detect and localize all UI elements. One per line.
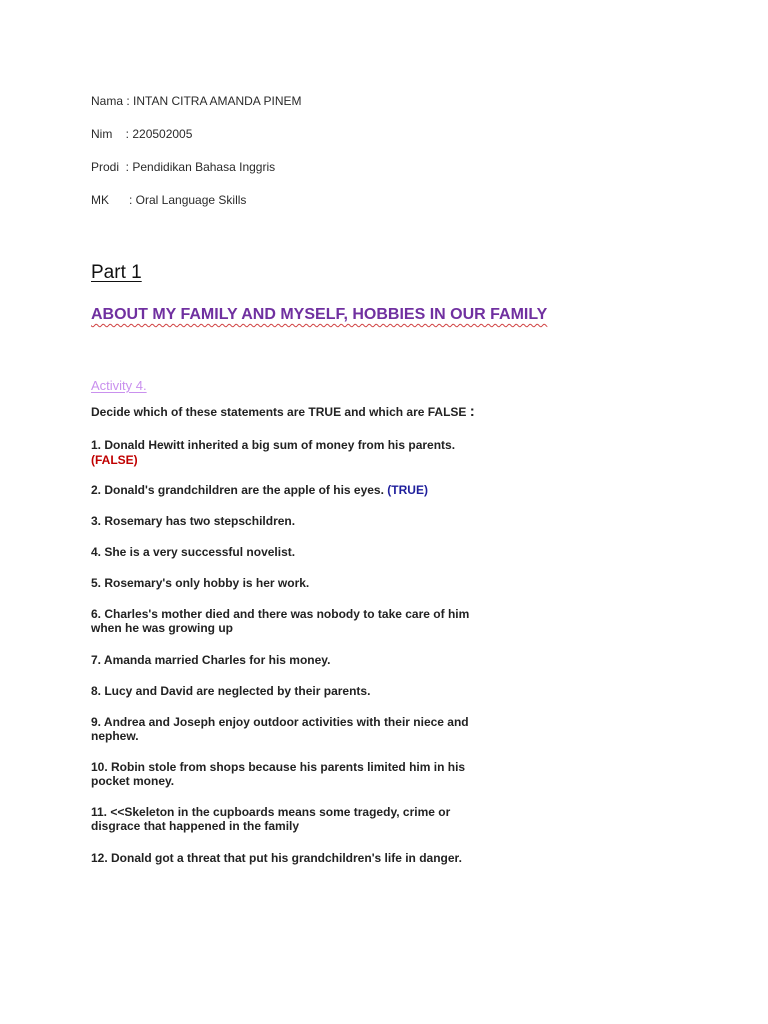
student-name (91, 94, 301, 108)
question-text: 12. Donald got a threat that put his grandchildren's life in danger. (91, 851, 462, 865)
question-2 (91, 483, 428, 497)
question-text: 10. Robin stole from shops because his parents limited him in his (91, 760, 466, 774)
question-text: 4. She is a very successful novelist. (91, 545, 296, 559)
student-nim (91, 127, 192, 141)
course-mk (91, 193, 246, 207)
question-9 (91, 715, 469, 743)
question-text: 1. Donald Hewitt inherited a big sum of money from his parents. (91, 438, 456, 452)
mk-value: Oral Language Skills (135, 193, 247, 207)
prodi-label: Prodi : (91, 160, 133, 174)
question-text-cont: when he was growing up (91, 621, 234, 635)
nim-value: 220502005 (132, 127, 193, 141)
question-5 (91, 576, 309, 590)
question-text-cont: nephew. (91, 729, 139, 743)
question-text: 7. Amanda married Charles for his money. (91, 653, 331, 667)
activity-title: Activity 4. (91, 378, 147, 393)
mk-label: MK : (91, 193, 136, 207)
instruction-colon: : (469, 403, 475, 420)
question-1 (91, 438, 455, 467)
question-11 (91, 805, 450, 833)
question-text-cont: disgrace that happened in the family (91, 819, 300, 833)
question-text: 6. Charles's mother died and there was nobody to take care of him (91, 607, 470, 621)
question-10 (91, 760, 465, 788)
instruction-text: Decide which of these statements are TRUE and which are FALSE (91, 405, 467, 419)
question-4 (91, 545, 295, 559)
student-prodi (91, 160, 275, 174)
question-text: 8. Lucy and David are neglected by their parents. (91, 684, 371, 698)
question-text: 3. Rosemary has two stepschildren. (91, 514, 296, 528)
question-text: 5. Rosemary's only hobby is her work. (91, 576, 310, 590)
question-text-cont: pocket money. (91, 774, 175, 788)
question-12 (91, 851, 462, 865)
nama-label: Nama : (91, 94, 134, 108)
question-text: 9. Andrea and Joseph enjoy outdoor activities with their niece and (91, 715, 469, 729)
prodi-value: Pendidikan Bahasa Inggris (132, 160, 276, 174)
answer-false: (FALSE) (91, 453, 138, 467)
question-text: 11. <<Skeleton in the cupboards means some tragedy, crime or (91, 805, 451, 819)
nim-label: Nim : (91, 127, 133, 141)
question-7 (91, 653, 330, 667)
question-text: 2. Donald's grandchildren are the apple of his eyes. (91, 483, 384, 497)
section-title: ABOUT MY FAMILY AND MYSELF, HOBBIES IN OUR FAMILY (91, 306, 548, 323)
part-title: Part 1 (91, 262, 142, 283)
instruction (91, 405, 475, 419)
answer-true: (TRUE) (387, 483, 428, 497)
question-8 (91, 684, 370, 698)
question-3 (91, 514, 295, 528)
question-6 (91, 607, 469, 635)
nama-value: INTAN CITRA AMANDA PINEM (133, 94, 302, 108)
